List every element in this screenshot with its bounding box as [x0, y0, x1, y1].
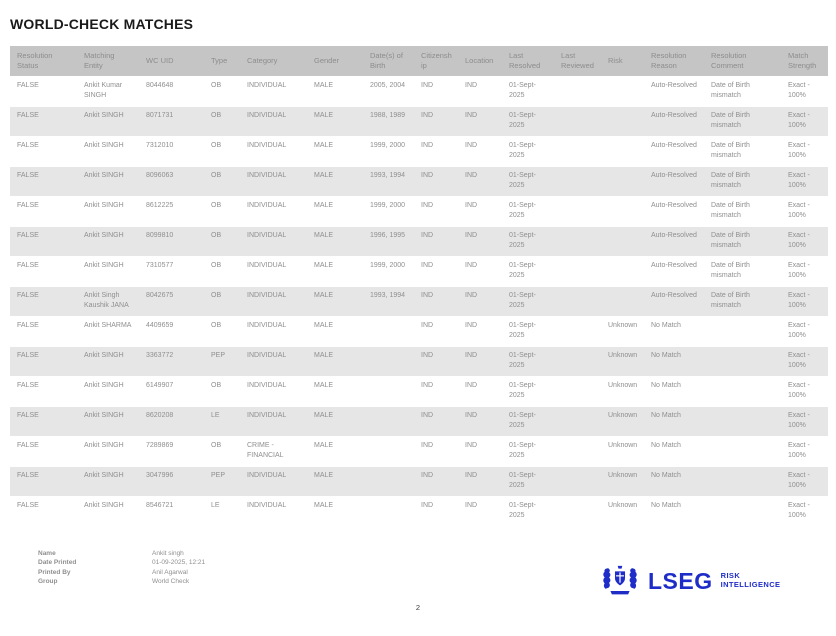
- column-header-type: Type: [204, 46, 240, 76]
- cell-location: IND: [458, 346, 502, 376]
- cell-type: OB: [204, 256, 240, 286]
- cell-matching_entity: Ankit SINGH: [77, 226, 139, 256]
- cell-date_of_birth: [363, 436, 414, 466]
- cell-type: OB: [204, 166, 240, 196]
- cell-wc_uid: 8620208: [139, 406, 204, 436]
- cell-risk: Unknown: [601, 466, 644, 496]
- cell-citizenship: IND: [414, 316, 458, 346]
- cell-citizenship: IND: [414, 136, 458, 166]
- cell-resolution_comment: [704, 406, 781, 436]
- cell-type: OB: [204, 316, 240, 346]
- cell-match_strength: Exact - 100%: [781, 76, 828, 106]
- cell-citizenship: IND: [414, 166, 458, 196]
- cell-date_of_birth: 1993, 1994: [363, 286, 414, 316]
- cell-citizenship: IND: [414, 106, 458, 136]
- cell-match_strength: Exact - 100%: [781, 226, 828, 256]
- cell-wc_uid: 7289869: [139, 436, 204, 466]
- footer-field-value: Ankit singh: [152, 550, 184, 557]
- cell-resolution_reason: No Match: [644, 376, 704, 406]
- cell-location: IND: [458, 316, 502, 346]
- cell-last_reviewed: [554, 136, 601, 166]
- cell-type: OB: [204, 376, 240, 406]
- cell-last_reviewed: [554, 226, 601, 256]
- cell-gender: MALE: [307, 106, 363, 136]
- cell-last_reviewed: [554, 256, 601, 286]
- cell-resolution_comment: [704, 316, 781, 346]
- cell-category: INDIVIDUAL: [240, 376, 307, 406]
- cell-risk: [601, 286, 644, 316]
- cell-resolution_comment: [704, 346, 781, 376]
- cell-resolution_status: FALSE: [10, 106, 77, 136]
- footer-field-value: World Check: [152, 577, 190, 585]
- cell-type: PEP: [204, 346, 240, 376]
- cell-type: LE: [204, 496, 240, 526]
- cell-wc_uid: 8042675: [139, 286, 204, 316]
- cell-wc_uid: 8546721: [139, 496, 204, 526]
- cell-matching_entity: Ankit SINGH: [77, 106, 139, 136]
- cell-last_reviewed: [554, 346, 601, 376]
- matches-table: [10, 46, 828, 527]
- cell-wc_uid: 8071731: [139, 106, 204, 136]
- lseg-logo: [599, 563, 780, 599]
- cell-type: OB: [204, 136, 240, 166]
- cell-location: IND: [458, 466, 502, 496]
- cell-resolution_reason: Auto-Resolved: [644, 106, 704, 136]
- footer-field-value: 01-09-2025, 12:21: [152, 559, 206, 567]
- cell-last_reviewed: [554, 466, 601, 496]
- cell-resolution_comment: Date of Birth mismatch: [704, 76, 781, 106]
- table-row: [10, 376, 828, 406]
- cell-last_resolved: 01-Sept-2025: [502, 136, 554, 166]
- cell-resolution_reason: Auto-Resolved: [644, 136, 704, 166]
- cell-last_resolved: 01-Sept-2025: [502, 496, 554, 526]
- cell-match_strength: Exact - 100%: [781, 286, 828, 316]
- cell-resolution_status: FALSE: [10, 346, 77, 376]
- cell-match_strength: Exact - 100%: [781, 436, 828, 466]
- cell-last_reviewed: [554, 376, 601, 406]
- cell-gender: MALE: [307, 166, 363, 196]
- cell-type: OB: [204, 226, 240, 256]
- cell-match_strength: Exact - 100%: [781, 196, 828, 226]
- cell-citizenship: IND: [414, 196, 458, 226]
- cell-match_strength: Exact - 100%: [781, 376, 828, 406]
- column-header-date_of_birth: Date(s) of Birth: [363, 46, 414, 76]
- table-header-row: [10, 46, 828, 76]
- cell-matching_entity: Ankit Singh Kaushik JANA: [77, 286, 139, 316]
- cell-last_resolved: 01-Sept-2025: [502, 256, 554, 286]
- cell-gender: MALE: [307, 76, 363, 106]
- cell-location: IND: [458, 436, 502, 466]
- cell-citizenship: IND: [414, 496, 458, 526]
- cell-gender: MALE: [307, 466, 363, 496]
- cell-resolution_status: FALSE: [10, 166, 77, 196]
- cell-resolution_reason: Auto-Resolved: [644, 226, 704, 256]
- cell-location: IND: [458, 376, 502, 406]
- cell-resolution_reason: No Match: [644, 406, 704, 436]
- cell-matching_entity: Ankit SINGH: [77, 436, 139, 466]
- lseg-wordmark: LSEG: [648, 567, 713, 594]
- cell-date_of_birth: 1999, 2000: [363, 136, 414, 166]
- lseg-tagline-line2: INTELLIGENCE: [720, 579, 781, 589]
- cell-wc_uid: 6149907: [139, 376, 204, 406]
- cell-resolution_comment: [704, 466, 781, 496]
- column-header-resolution_reason: Resolution Reason: [644, 46, 704, 76]
- cell-risk: Unknown: [601, 436, 644, 466]
- cell-date_of_birth: [363, 376, 414, 406]
- table-row: [10, 346, 828, 376]
- cell-category: INDIVIDUAL: [240, 466, 307, 496]
- table-row: [10, 466, 828, 496]
- column-header-match_strength: Match Strength: [781, 46, 828, 76]
- column-header-last_resolved: Last Resolved: [502, 46, 554, 76]
- cell-category: INDIVIDUAL: [240, 166, 307, 196]
- cell-last_resolved: 01-Sept-2025: [502, 196, 554, 226]
- page-title: WORLD-CHECK MATCHES: [10, 16, 194, 32]
- cell-risk: [601, 136, 644, 166]
- cell-last_reviewed: [554, 106, 601, 136]
- cell-gender: MALE: [307, 316, 363, 346]
- cell-resolution_reason: Auto-Resolved: [644, 286, 704, 316]
- cell-resolution_reason: No Match: [644, 496, 704, 526]
- column-header-wc_uid: WC UID: [139, 46, 204, 76]
- column-header-citizenship: Citizenship: [414, 46, 458, 76]
- cell-matching_entity: Ankit SINGH: [77, 256, 139, 286]
- cell-citizenship: IND: [414, 286, 458, 316]
- lseg-tagline-line1: RISK: [720, 570, 741, 580]
- table-row: [10, 136, 828, 166]
- cell-resolution_reason: No Match: [644, 466, 704, 496]
- cell-last_resolved: 01-Sept-2025: [502, 286, 554, 316]
- cell-matching_entity: Ankit SINGH: [77, 346, 139, 376]
- cell-location: IND: [458, 496, 502, 526]
- table-row: [10, 286, 828, 316]
- table-row: [10, 406, 828, 436]
- cell-risk: [601, 256, 644, 286]
- cell-matching_entity: Ankit SINGH: [77, 376, 139, 406]
- cell-gender: MALE: [307, 346, 363, 376]
- cell-last_reviewed: [554, 316, 601, 346]
- table-row: [10, 436, 828, 466]
- table-row: [10, 316, 828, 346]
- cell-last_resolved: 01-Sept-2025: [502, 406, 554, 436]
- cell-type: LE: [204, 406, 240, 436]
- cell-date_of_birth: 1999, 2000: [363, 256, 414, 286]
- cell-category: INDIVIDUAL: [240, 256, 307, 286]
- column-header-risk: Risk: [601, 46, 644, 76]
- cell-risk: [601, 196, 644, 226]
- cell-last_resolved: 01-Sept-2025: [502, 76, 554, 106]
- cell-gender: MALE: [307, 376, 363, 406]
- cell-location: IND: [458, 106, 502, 136]
- cell-resolution_comment: Date of Birth mismatch: [704, 136, 781, 166]
- cell-location: IND: [458, 256, 502, 286]
- cell-category: INDIVIDUAL: [240, 346, 307, 376]
- footer-field-label: Date Printed: [38, 559, 77, 567]
- cell-last_reviewed: [554, 196, 601, 226]
- cell-matching_entity: Ankit SINGH: [77, 166, 139, 196]
- cell-gender: MALE: [307, 436, 363, 466]
- lseg-tagline: [721, 572, 781, 589]
- footer-fields: [38, 551, 205, 586]
- column-header-last_reviewed: Last Reviewed: [554, 46, 601, 76]
- cell-resolution_status: FALSE: [10, 436, 77, 466]
- cell-last_reviewed: [554, 286, 601, 316]
- cell-date_of_birth: [363, 346, 414, 376]
- cell-last_resolved: 01-Sept-2025: [502, 166, 554, 196]
- cell-type: OB: [204, 286, 240, 316]
- cell-citizenship: IND: [414, 256, 458, 286]
- cell-match_strength: Exact - 100%: [781, 466, 828, 496]
- cell-gender: MALE: [307, 256, 363, 286]
- cell-resolution_status: FALSE: [10, 256, 77, 286]
- cell-gender: MALE: [307, 286, 363, 316]
- cell-last_resolved: 01-Sept-2025: [502, 316, 554, 346]
- cell-citizenship: IND: [414, 406, 458, 436]
- cell-category: CRIME - FINANCIAL: [240, 436, 307, 466]
- cell-type: OB: [204, 76, 240, 106]
- cell-resolution_status: FALSE: [10, 286, 77, 316]
- cell-category: INDIVIDUAL: [240, 76, 307, 106]
- column-header-gender: Gender: [307, 46, 363, 76]
- cell-category: INDIVIDUAL: [240, 106, 307, 136]
- cell-category: INDIVIDUAL: [240, 496, 307, 526]
- cell-category: INDIVIDUAL: [240, 316, 307, 346]
- cell-resolution_reason: Auto-Resolved: [644, 256, 704, 286]
- cell-resolution_comment: Date of Birth mismatch: [704, 256, 781, 286]
- table-row: [10, 166, 828, 196]
- footer-field-label: Printed By: [38, 568, 71, 576]
- cell-resolution_comment: Date of Birth mismatch: [704, 226, 781, 256]
- cell-resolution_reason: Auto-Resolved: [644, 76, 704, 106]
- cell-risk: Unknown: [601, 376, 644, 406]
- cell-wc_uid: 8099810: [139, 226, 204, 256]
- cell-wc_uid: 7310577: [139, 256, 204, 286]
- column-header-resolution_status: Resolution Status: [10, 46, 77, 76]
- cell-last_reviewed: [554, 76, 601, 106]
- table-row: [10, 76, 828, 106]
- cell-resolution_reason: Auto-Resolved: [644, 166, 704, 196]
- table-row: [10, 106, 828, 136]
- cell-type: OB: [204, 196, 240, 226]
- cell-last_resolved: 01-Sept-2025: [502, 436, 554, 466]
- cell-resolution_status: FALSE: [10, 466, 77, 496]
- cell-risk: Unknown: [601, 346, 644, 376]
- cell-date_of_birth: [363, 466, 414, 496]
- cell-risk: [601, 106, 644, 136]
- cell-category: INDIVIDUAL: [240, 196, 307, 226]
- cell-citizenship: IND: [414, 436, 458, 466]
- cell-resolution_status: FALSE: [10, 226, 77, 256]
- cell-wc_uid: 7312010: [139, 136, 204, 166]
- cell-match_strength: Exact - 100%: [781, 316, 828, 346]
- cell-match_strength: Exact - 100%: [781, 256, 828, 286]
- cell-resolution_status: FALSE: [10, 136, 77, 166]
- cell-risk: [601, 226, 644, 256]
- cell-date_of_birth: 1988, 1989: [363, 106, 414, 136]
- column-header-resolution_comment: Resolution Comment: [704, 46, 781, 76]
- cell-citizenship: IND: [414, 376, 458, 406]
- cell-gender: MALE: [307, 136, 363, 166]
- cell-type: PEP: [204, 466, 240, 496]
- cell-matching_entity: Ankit SINGH: [77, 406, 139, 436]
- cell-resolution_comment: [704, 436, 781, 466]
- cell-date_of_birth: [363, 496, 414, 526]
- cell-match_strength: Exact - 100%: [781, 496, 828, 526]
- cell-citizenship: IND: [414, 466, 458, 496]
- cell-wc_uid: 3047996: [139, 466, 204, 496]
- cell-match_strength: Exact - 100%: [781, 136, 828, 166]
- cell-last_resolved: 01-Sept-2025: [502, 346, 554, 376]
- cell-last_reviewed: [554, 496, 601, 526]
- cell-resolution_comment: Date of Birth mismatch: [704, 196, 781, 226]
- cell-wc_uid: 8096063: [139, 166, 204, 196]
- lseg-crest-icon: [599, 564, 641, 598]
- cell-risk: Unknown: [601, 406, 644, 436]
- cell-matching_entity: Ankit SINGH: [77, 466, 139, 496]
- cell-location: IND: [458, 286, 502, 316]
- cell-location: IND: [458, 226, 502, 256]
- cell-type: OB: [204, 436, 240, 466]
- cell-gender: MALE: [307, 496, 363, 526]
- cell-date_of_birth: 2005, 2004: [363, 76, 414, 106]
- cell-matching_entity: Ankit SHARMA: [77, 316, 139, 346]
- cell-resolution_reason: No Match: [644, 346, 704, 376]
- cell-last_reviewed: [554, 436, 601, 466]
- cell-resolution_comment: Date of Birth mismatch: [704, 106, 781, 136]
- cell-resolution_status: FALSE: [10, 316, 77, 346]
- cell-match_strength: Exact - 100%: [781, 346, 828, 376]
- cell-date_of_birth: [363, 406, 414, 436]
- cell-resolution_status: FALSE: [10, 376, 77, 406]
- cell-resolution_comment: [704, 376, 781, 406]
- cell-match_strength: Exact - 100%: [781, 166, 828, 196]
- cell-wc_uid: 8044648: [139, 76, 204, 106]
- cell-resolution_status: FALSE: [10, 496, 77, 526]
- cell-last_reviewed: [554, 406, 601, 436]
- cell-category: INDIVIDUAL: [240, 136, 307, 166]
- cell-wc_uid: 3363772: [139, 346, 204, 376]
- table-body: [10, 76, 828, 526]
- cell-type: OB: [204, 106, 240, 136]
- cell-match_strength: Exact - 100%: [781, 406, 828, 436]
- cell-matching_entity: Ankit Kumar SINGH: [77, 76, 139, 106]
- cell-date_of_birth: 1996, 1995: [363, 226, 414, 256]
- footer-field-value: Anil Agarwal: [152, 568, 188, 576]
- cell-resolution_reason: Auto-Resolved: [644, 196, 704, 226]
- cell-last_resolved: 01-Sept-2025: [502, 226, 554, 256]
- cell-matching_entity: Ankit SINGH: [77, 196, 139, 226]
- cell-resolution_comment: Date of Birth mismatch: [704, 166, 781, 196]
- cell-location: IND: [458, 136, 502, 166]
- cell-risk: [601, 166, 644, 196]
- cell-category: INDIVIDUAL: [240, 226, 307, 256]
- cell-risk: Unknown: [601, 496, 644, 526]
- cell-location: IND: [458, 76, 502, 106]
- cell-gender: MALE: [307, 196, 363, 226]
- cell-location: IND: [458, 166, 502, 196]
- cell-citizenship: IND: [414, 226, 458, 256]
- cell-last_resolved: 01-Sept-2025: [502, 106, 554, 136]
- footer-field-label: Name: [38, 550, 56, 557]
- column-header-category: Category: [240, 46, 307, 76]
- cell-gender: MALE: [307, 406, 363, 436]
- cell-resolution_status: FALSE: [10, 196, 77, 226]
- cell-resolution_reason: No Match: [644, 436, 704, 466]
- cell-resolution_comment: Date of Birth mismatch: [704, 286, 781, 316]
- cell-last_reviewed: [554, 166, 601, 196]
- cell-date_of_birth: 1993, 1994: [363, 166, 414, 196]
- page-number: 2: [415, 603, 421, 612]
- footer-field-label: Group: [38, 577, 58, 585]
- table-row: [10, 496, 828, 526]
- cell-gender: MALE: [307, 226, 363, 256]
- cell-wc_uid: 4409659: [139, 316, 204, 346]
- cell-risk: Unknown: [601, 316, 644, 346]
- cell-citizenship: IND: [414, 76, 458, 106]
- cell-resolution_reason: No Match: [644, 316, 704, 346]
- cell-matching_entity: Ankit SINGH: [77, 136, 139, 166]
- cell-match_strength: Exact - 100%: [781, 106, 828, 136]
- table-row: [10, 196, 828, 226]
- cell-location: IND: [458, 196, 502, 226]
- cell-resolution_status: FALSE: [10, 406, 77, 436]
- table-row: [10, 226, 828, 256]
- cell-matching_entity: Ankit SINGH: [77, 496, 139, 526]
- cell-wc_uid: 8612225: [139, 196, 204, 226]
- table-row: [10, 256, 828, 286]
- cell-risk: [601, 76, 644, 106]
- cell-resolution_comment: [704, 496, 781, 526]
- cell-date_of_birth: 1999, 2000: [363, 196, 414, 226]
- cell-date_of_birth: [363, 316, 414, 346]
- cell-category: INDIVIDUAL: [240, 286, 307, 316]
- cell-last_resolved: 01-Sept-2025: [502, 466, 554, 496]
- cell-last_resolved: 01-Sept-2025: [502, 376, 554, 406]
- cell-location: IND: [458, 406, 502, 436]
- cell-category: INDIVIDUAL: [240, 406, 307, 436]
- column-header-location: Location: [458, 46, 502, 76]
- cell-resolution_status: FALSE: [10, 76, 77, 106]
- column-header-matching_entity: Matching Entity: [77, 46, 139, 76]
- cell-citizenship: IND: [414, 346, 458, 376]
